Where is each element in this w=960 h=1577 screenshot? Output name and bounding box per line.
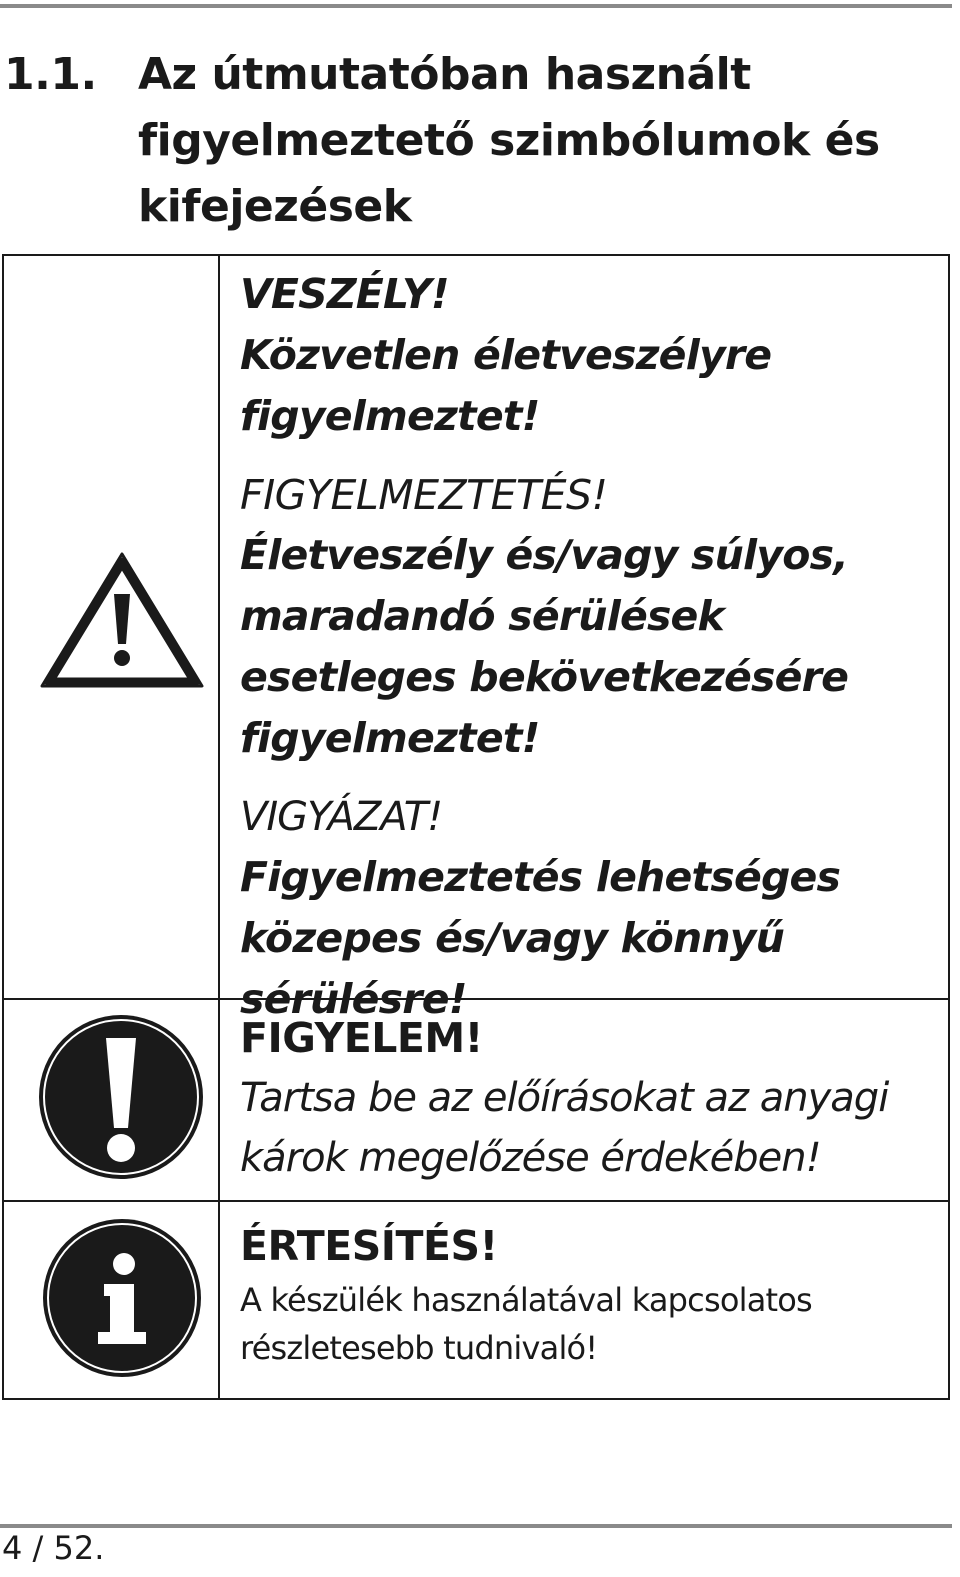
warning-entry <box>240 465 940 769</box>
bottom-rule <box>0 1524 952 1528</box>
warning-description: Életveszély és/vagy súlyos, maradandó sérülések esetleges bekövetkezésére figyelmeztet! <box>240 531 849 762</box>
info-circle-icon <box>40 1216 204 1380</box>
symbols-table <box>2 254 950 1400</box>
icon-cell-danger <box>4 256 218 998</box>
caution-label: VIGYÁZAT! <box>240 794 443 840</box>
icon-cell-notice <box>4 1202 218 1400</box>
danger-description: Közvetlen életveszélyre figyelmeztet! <box>240 331 772 440</box>
page-number: 4 / 52. <box>2 1529 105 1567</box>
warning-triangle-icon <box>36 548 208 694</box>
caution-entry <box>240 787 940 1030</box>
column-divider <box>218 256 220 1398</box>
danger-label: VESZÉLY! <box>240 270 449 318</box>
danger-entries <box>240 264 940 1030</box>
danger-entry <box>240 264 940 447</box>
section-title: Az útmutatóban használt figyelmeztető szimbólumok és kifejezések <box>138 49 880 232</box>
exclamation-circle-icon <box>36 1012 206 1182</box>
attention-label: FIGYELEM! <box>240 1014 483 1062</box>
caution-description: Figyelmeztetés lehetséges közepes és/vagy könnyű sérülésre! <box>240 853 841 1023</box>
notice-description: A készülék használatával kapcsolatos részletesebb tudnivaló! <box>240 1281 812 1367</box>
notice-label: ÉRTESÍTÉS! <box>240 1222 498 1270</box>
section-number: 1.1. <box>4 49 97 100</box>
attention-description: Tartsa be az előírásokat az anyagi károk megelőzése érdekében! <box>240 1075 889 1181</box>
icon-cell-attention <box>4 1000 218 1200</box>
attention-entry <box>240 1008 940 1188</box>
notice-entry <box>240 1216 940 1372</box>
top-rule <box>0 4 952 8</box>
warning-label: FIGYELMEZTETÉS! <box>240 471 608 519</box>
